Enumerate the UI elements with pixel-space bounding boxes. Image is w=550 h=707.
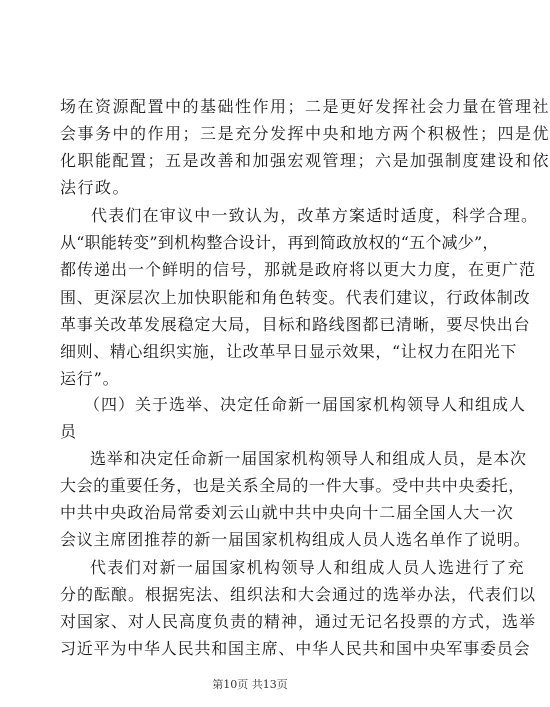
text-line xyxy=(0,584,537,606)
text-line xyxy=(0,557,526,579)
text-line xyxy=(0,287,531,309)
text-line-content: 会议主席团推荐的新一届国家机构组成人员人选名单作了说明。 xyxy=(60,530,531,549)
text-line xyxy=(0,314,531,336)
text-line-content: 运行”。 xyxy=(60,369,120,388)
text-line-content: 员 xyxy=(60,422,78,441)
text-line xyxy=(0,394,527,416)
text-line xyxy=(0,529,531,551)
text-line-content: 革事关改革发展稳定大局，目标和路线图都已清晰，要尽快出台 xyxy=(60,315,531,334)
text-line xyxy=(0,448,527,470)
text-line-content: 会事务中的作用；三是充分发挥中央和地方两个积极性；四是优 xyxy=(60,124,550,143)
text-line-content: 对国家、对人民高度负责的精神，通过无记名投票的方式，选举 xyxy=(60,612,537,631)
text-line xyxy=(0,638,531,660)
text-line xyxy=(0,341,517,363)
text-line xyxy=(0,205,539,227)
text-line xyxy=(0,232,500,254)
text-line-content: 大会的重要任务，也是关系全局的一件大事。受中共中央委托， xyxy=(60,476,525,495)
text-line xyxy=(0,177,500,199)
page-footer: 第10页 共13页 xyxy=(212,678,288,691)
text-line xyxy=(0,611,537,633)
text-line-content: 场在资源配置中的基础性作用；二是更好发挥社会力量在管理社 xyxy=(60,97,550,116)
text-line-content: 都传递出一个鲜明的信号，那就是政府将以更大力度，在更广范 xyxy=(60,260,537,279)
text-line-content: 代表们对新一届国家机构领导人和组成人员人选进行了充 xyxy=(90,558,526,577)
text-line xyxy=(0,96,550,118)
text-line-content: 选举和决定任命新一届国家机构领导人和组成人员，是本次 xyxy=(90,449,527,468)
text-line-content: 分的酝酿。根据宪法、组织法和大会通过的选举办法，代表们以 xyxy=(60,585,537,604)
text-line-content: 从“职能转变”到机构整合设计，再到简政放权的“五个减少”， xyxy=(60,233,499,252)
text-line-content: 中共中央政治局常委刘云山就中共中央向十二届全国人大一次 xyxy=(60,503,514,522)
text-line xyxy=(0,150,550,172)
text-line-content: 围、更深层次上加快职能和角色转变。代表们建议，行政体制改 xyxy=(60,288,531,307)
text-line xyxy=(0,259,537,281)
text-line-content: 化职能配置；五是改善和加强宏观管理；六是加强制度建设和依 xyxy=(60,151,550,170)
text-line xyxy=(0,502,514,524)
text-line xyxy=(0,475,525,497)
text-line-content: 代表们在审议中一致认为，改革方案适时适度，科学合理。 xyxy=(91,206,539,225)
text-line-content: 习近平为中华人民共和国主席、中华人民共和国中央军事委员会 xyxy=(60,639,531,658)
text-line-content: 细则、精心组织实施，让改革早日显示效果，“让权力在阳光下 xyxy=(60,342,517,361)
text-line xyxy=(0,123,550,145)
text-line-content: （四）关于选举、决定任命新一届国家机构领导人和组成人 xyxy=(84,395,527,414)
text-line xyxy=(0,421,500,443)
text-line xyxy=(0,368,500,390)
text-line-content: 法行政。 xyxy=(60,178,131,197)
